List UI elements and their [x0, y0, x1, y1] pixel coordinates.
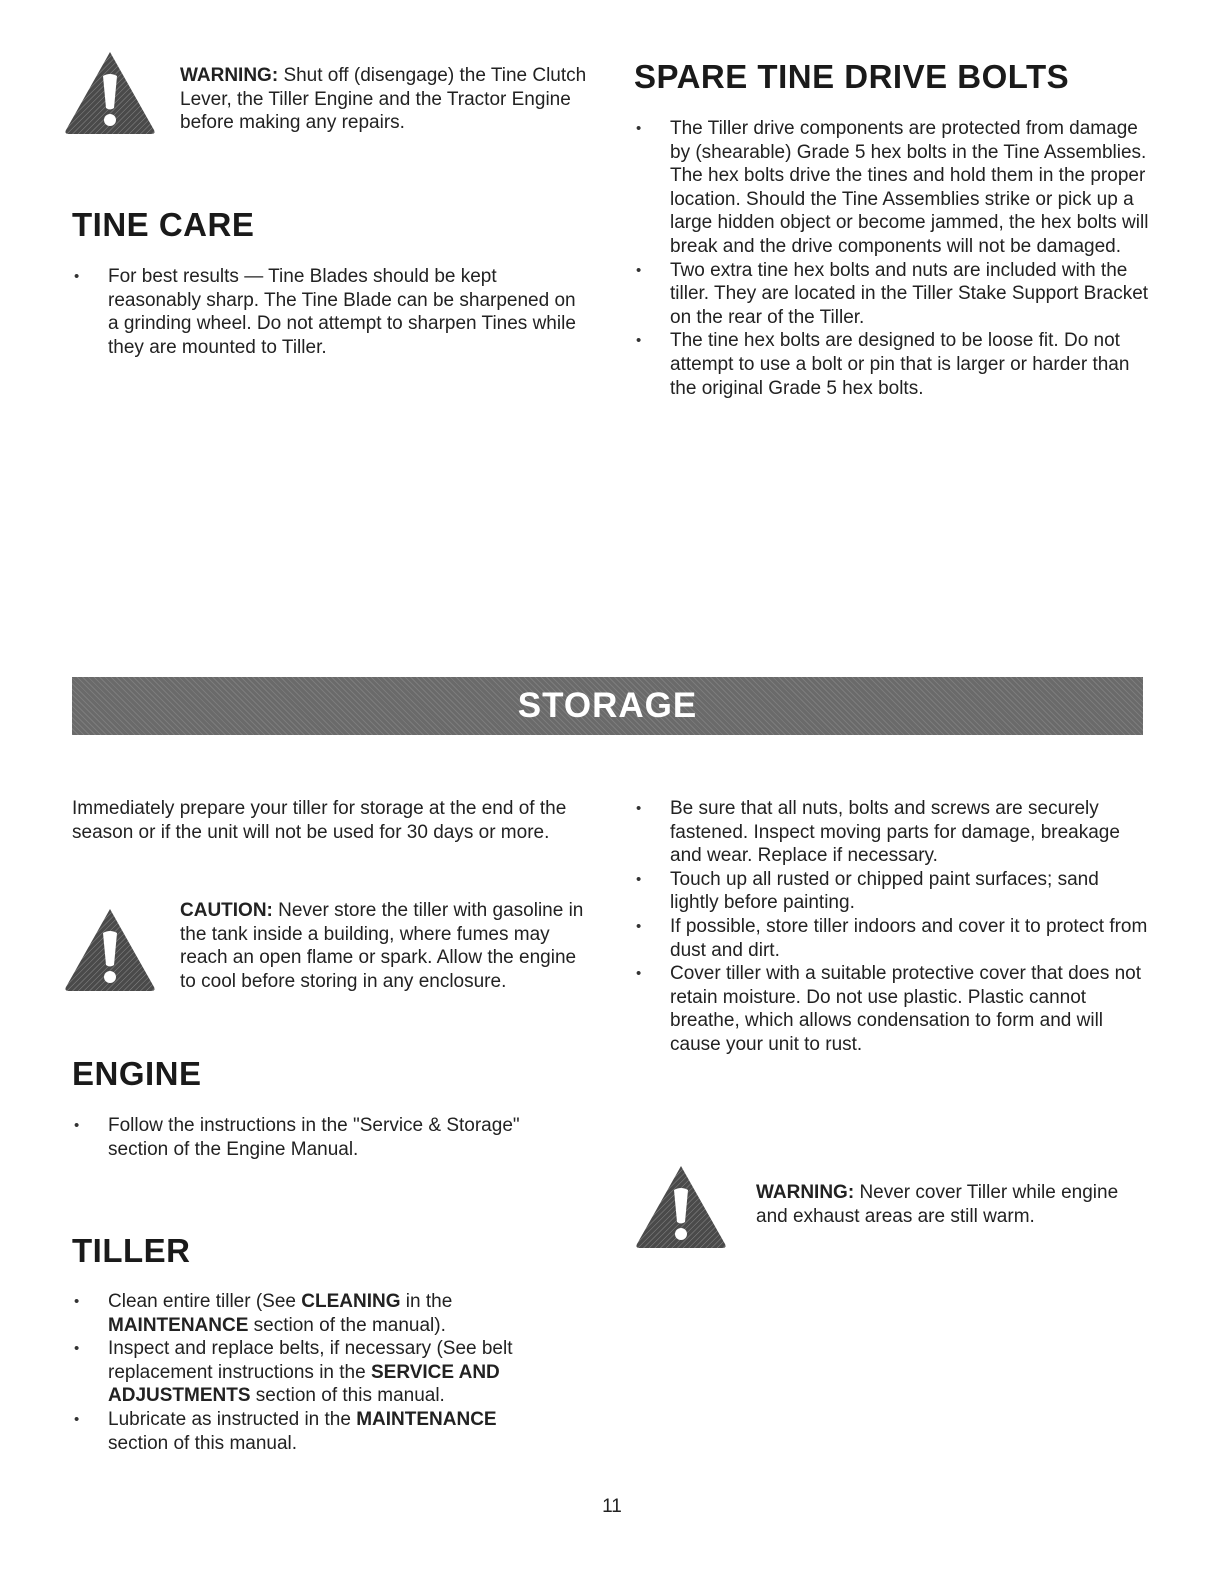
- list-item: • The tine hex bolts are designed to be loose fit. Do not attempt to use a bolt or pin that is larger or harder than the original Grade 5 hex bolts.: [634, 329, 1149, 400]
- list-item: • Two extra tine hex bolts and nuts are included with the tiller. They are located in the Tiller Stake Support Bracket on the rear of the Tiller.: [634, 259, 1149, 330]
- list-item: • Cover tiller with a suitable protective cover that does not retain moisture. Do not use plastic. Plastic cannot breathe, which allows condensation to form and will cause your unit to rust.: [634, 962, 1149, 1056]
- item-text: section of this manual.: [250, 1385, 445, 1407]
- caution-block: [62, 905, 158, 998]
- caution-icon: [62, 905, 158, 993]
- warning-message: Never cover Tiller while engine and exhaust areas are still warm.: [756, 1182, 1119, 1227]
- caution-message: Never store the tiller with gasoline in the tank inside a building, where fumes may reach an open flame or spark. Allow the engine to cool before storing in any enclosure.: [180, 900, 584, 992]
- item-bold: CLEANING: [301, 1291, 401, 1312]
- engine-heading: ENGINE: [72, 1055, 202, 1092]
- warning-icon: [62, 48, 158, 136]
- item-text: Clean entire tiller (See: [108, 1291, 302, 1312]
- list-item: • The Tiller drive components are protected from damage by (shearable) Grade 5 hex bolts in the Tine Assemblies. The hex bolts drive the tines and hold them in the proper location. Should the Tine Assemblies strike or pick up a large hidden object or become jammed, the hex bolts will break and the drive components will not be damaged.: [634, 117, 1149, 259]
- item-text: Lubricate as instructed in the: [108, 1408, 357, 1430]
- item-bold: MAINTENANCE: [108, 1314, 249, 1336]
- storage-title: STORAGE: [517, 686, 698, 725]
- item-text: section of the manual).: [248, 1314, 446, 1336]
- engine-list: [72, 1114, 562, 1161]
- item-text: section of this manual.: [108, 1432, 298, 1454]
- item-bold: MAINTENANCE: [356, 1408, 497, 1430]
- tine-care-list: [72, 265, 582, 359]
- list-item: [72, 1290, 552, 1337]
- list-item: • Follow the instructions in the "Service & Storage" section of the Engine Manual.: [72, 1114, 562, 1161]
- warning-block-bottom: [633, 1162, 729, 1255]
- warning-text-top: [180, 64, 590, 135]
- warning-icon: [633, 1162, 729, 1250]
- item-bold: SERVICE AND ADJUSTMENTS: [108, 1361, 500, 1407]
- warning-label: WARNING:: [756, 1182, 855, 1203]
- storage-intro: Immediately prepare your tiller for storage at the end of the season or if the unit will not be used for 30 days or more.: [72, 798, 567, 843]
- item-text: in the: [400, 1291, 453, 1312]
- warning-message: Shut off (disengage) the Tine Clutch Lever, the Tiller Engine and the Tractor Engine before making any repairs.: [180, 65, 587, 134]
- list-item: • Be sure that all nuts, bolts and screws are securely fastened. Inspect moving parts for damage, breakage and wear. Replace if necessary.: [634, 797, 1149, 868]
- caution-label: CAUTION:: [180, 900, 273, 921]
- storage-right-list: [634, 797, 1149, 1057]
- list-item: [72, 1408, 552, 1455]
- tiller-heading: TILLER: [72, 1232, 191, 1269]
- spare-tine-heading: SPARE TINE DRIVE BOLTS: [634, 58, 1070, 95]
- caution-text: [180, 899, 585, 993]
- spare-tine-list: [634, 117, 1149, 400]
- warning-block-top: [62, 48, 158, 141]
- warning-label: WARNING:: [180, 65, 279, 86]
- item-text: Inspect and replace belts, if necessary (See belt replacement instructions in the: [108, 1338, 513, 1383]
- list-item: • Touch up all rusted or chipped paint surfaces; sand lightly before painting.: [634, 868, 1149, 915]
- tiller-list: [72, 1290, 552, 1455]
- list-item: [72, 1337, 552, 1408]
- warning-text-bottom: [756, 1181, 1136, 1228]
- storage-banner: [72, 677, 1143, 735]
- page-number: 11: [602, 1496, 622, 1517]
- tine-care-heading: TINE CARE: [72, 206, 255, 243]
- list-item: • For best results — Tine Blades should be kept reasonably sharp. The Tine Blade can be sharpened on a grinding wheel. Do not attempt to sharpen Tines while they are mounted to Tiller.: [72, 265, 582, 359]
- list-item: • If possible, store tiller indoors and cover it to protect from dust and dirt.: [634, 915, 1149, 962]
